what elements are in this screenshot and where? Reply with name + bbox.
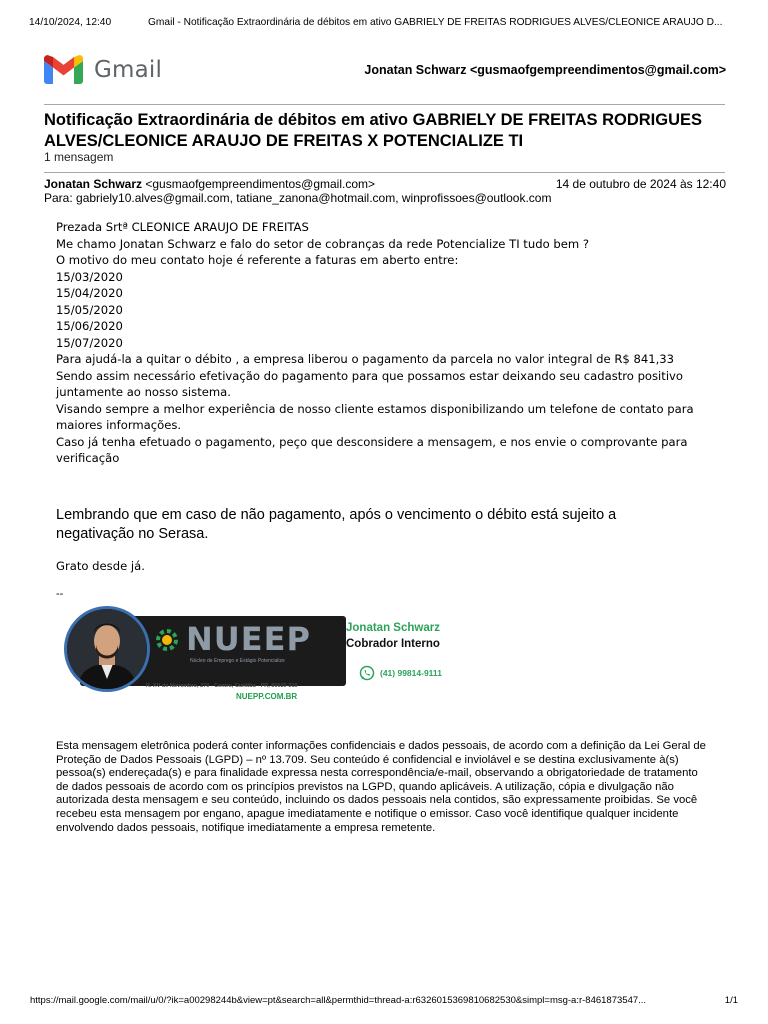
message-date: 14 de outubro de 2024 às 12:40 [555, 177, 726, 191]
body-line: Para ajudá-la a quitar o débito , a empresa liberou o pagamento da parcela no valor integral de R$ 841,33 [56, 352, 675, 366]
account-info: Jonatan Schwarz <gusmaofgempreendimentos@gmail.com> [364, 63, 726, 77]
closing: Grato desde já. [56, 559, 145, 573]
print-datetime: 14/10/2024, 12:40 [29, 17, 112, 28]
header-divider [44, 104, 725, 105]
print-footer [30, 995, 738, 1009]
gear-icon [152, 625, 182, 655]
serasa-warning: Lembrando que em caso de não pagamento, após o vencimento o débito está sujeito a negativação no Serasa. [56, 507, 617, 542]
signature-separator: -- [56, 588, 64, 600]
recipients: Para: gabriely10.alves@gmail.com, tatiane_zanona@hotmail.com, winprofissoes@outlook.com [44, 191, 552, 205]
invoice-date: 15/04/2020 [56, 286, 123, 300]
print-header [29, 17, 738, 28]
gmail-logo[interactable] [44, 55, 162, 84]
gmail-m-icon [44, 55, 83, 84]
page-number: 1/1 [724, 995, 738, 1006]
avatar-portrait [67, 609, 147, 689]
invoice-date: 15/03/2020 [56, 269, 123, 284]
signature-name: Jonatan Schwarz [346, 622, 440, 634]
sender-line [44, 177, 726, 191]
signature-role: Cobrador Interno [346, 638, 440, 650]
print-page-title: Gmail - Notificação Extraordinária de débitos em ativo GABRIELY DE FREITAS RODRIGUES ALVES/CLEONICE ARAUJO D... [148, 17, 723, 28]
whatsapp-icon [359, 665, 375, 681]
avatar [64, 606, 150, 692]
body-line: Sendo assim necessário efetivação do pagamento para que possamos estar deixando seu cadastro positivo juntamente ao nosso sistema. [56, 368, 684, 399]
body-line: O motivo do meu contato hoje é referente a faturas em aberto entre: [56, 253, 459, 267]
body-line: Me chamo Jonatan Schwarz e falo do setor de cobranças da rede Potencialize TI tudo bem ? [56, 236, 589, 251]
message-body [56, 219, 726, 467]
brand-name: NUEEP [186, 620, 311, 658]
signature-card [56, 603, 476, 733]
invoice-date: 15/05/2020 [56, 302, 123, 317]
body-line: Visando sempre a melhor experiência de nosso cliente estamos disponibilizando um telefone de contato para maiores informações. [56, 401, 694, 432]
message-divider [44, 172, 725, 173]
company-address: R. XV de Novembro, 270 - Centro, Curitiba - PR, 80020-310 [146, 683, 298, 689]
greeting: Prezada Srtª CLEONICE ARAUJO DE FREITAS [56, 220, 309, 234]
invoice-date: 15/07/2020 [56, 335, 123, 350]
body-line: Caso já tenha efetuado o pagamento, peço que desconsidere a mensagem, e nos envie o comprovante para verificação [56, 434, 688, 465]
email-subject: Notificação Extraordinária de débitos em ativo GABRIELY DE FREITAS RODRIGUES ALVES/CLEONICE ARAUJO DE FREITAS X POTENCIALIZE TI [44, 111, 703, 150]
message-count: 1 mensagem [44, 150, 114, 164]
print-url: https://mail.google.com/mail/u/0/?ik=a00298244b&view=pt&search=all&permthid=thread-a:r6326015369810682530&simpl=msg-a:r-8461873547... [30, 995, 647, 1006]
invoice-date: 15/06/2020 [56, 319, 123, 333]
brand-subtitle: Núcleo de Emprego e Estágio Potencialize [190, 658, 285, 664]
sender-name: Jonatan Schwarz [44, 177, 143, 191]
legal-disclaimer: Esta mensagem eletrônica poderá conter informações confidenciais e dados pessoais, de acordo com a definição da Lei Geral de Proteção de Dados Pessoais (LGPD) – nº 13.709. Seu conteúdo é confidencial e inviolável e se destina exclusivamente à(s) pessoa(s) endereçada(s) e para finalidade expressa nesta correspondência/e-mail, observando a obrigatoriedade de tratamento de dados pessoais de acordo com os princípios previstos na LGPD, quando aplicáveis. A utilização, cópia e divulgação não autorizada desta mensagem e seu conteúdo, incluindo os dados pessoais nela contidos, são expressamente proibidas. Se você recebeu esta mensagem por engano, apague imediatamente e notifique o emissor. Caso você identifique qualquer incidente envolvendo dados pessoais, notifique imediatamente a empresa remetente. [56, 740, 706, 834]
sender-email: <gusmaofgempreendimentos@gmail.com> [145, 177, 376, 191]
company-site[interactable]: NUEPP.COM.BR [236, 692, 298, 701]
gmail-wordmark: Gmail [94, 56, 163, 83]
signature-phone[interactable]: (41) 99814-9111 [380, 668, 442, 678]
